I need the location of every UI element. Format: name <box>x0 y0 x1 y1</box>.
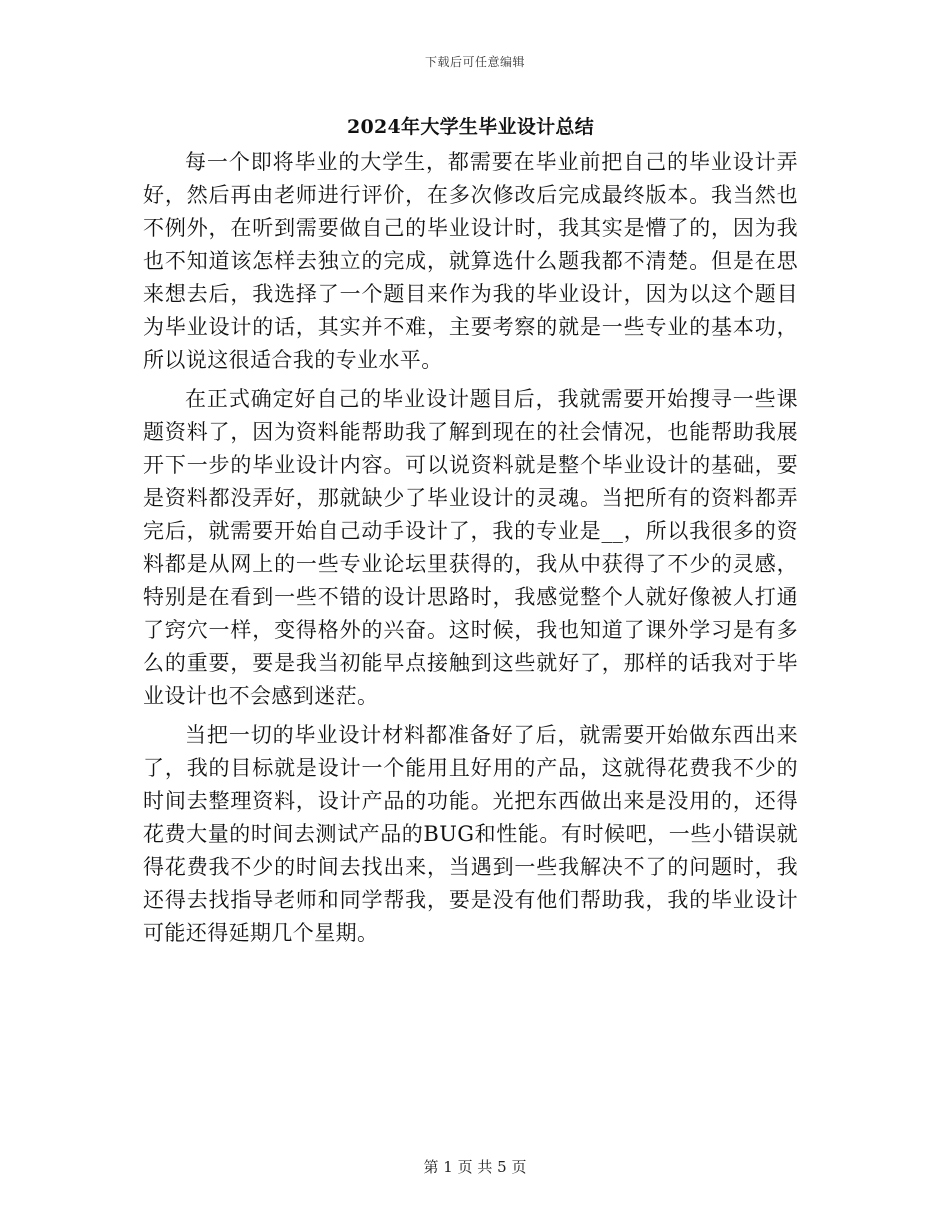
paragraph-1: 每一个即将毕业的大学生，都需要在毕业前把自己的毕业设计弄好，然后再由老师进行评价，在多次修改后完成最终版本。我当然也不例外，在听到需要做自己的毕业设计时，我其实是懵了的，因为我也不知道该怎样去独立的完成，就算选什么题我都不清楚。但是在思来想去后，我选择了一个题目来作为我的毕业设计，因为以这个题目为毕业设计的话，其实并不难，主要考察的就是一些专业的基本功，所以说这很适合我的专业水平。 <box>143 150 798 372</box>
paragraph-2: 在正式确定好自己的毕业设计题目后，我就需要开始搜寻一些课题资料了，因为资料能帮助我了解到现在的社会情况，也能帮助我展开下一步的毕业设计内容。可以说资料就是整个毕业设计的基础，要是资料都没弄好，那就缺少了毕业设计的灵魂。当把所有的资料都弄完后，就需要开始自己动手设计了，我的专业是__，所以我很多的资料都是从网上的一些专业论坛里获得的，我从中获得了不少的灵感，特别是在看到一些不错的设计思路时，我感觉整个人就好像被人打通了窍穴一样，变得格外的兴奋。这时候，我也知道了课外学习是有多么的重要，要是我当初能早点接触到这些就好了，那样的话我对于毕业设计也不会感到迷茫。 <box>143 387 798 708</box>
page-header-note: 下载后可任意编辑 <box>424 55 525 69</box>
document-title: 2024年大学生毕业设计总结 <box>346 116 595 138</box>
document-body <box>143 110 798 956</box>
page-number: 第 1 页 共 5 页 <box>423 1158 527 1176</box>
paragraph-3: 当把一切的毕业设计材料都准备好了后，就需要开始做东西出来了，我的目标就是设计一个能用且好用的产品，这就得花费我不少的时间去整理资料，设计产品的功能。光把东西做出来是没用的，还得花费大量的时间去测试产品的BUG和性能。有时候吧，一些小错误就得花费我不少的时间去找出来，当遇到一些我解决不了的问题时，我还得去找指导老师和同学帮我，要是没有他们帮助我，我的毕业设计可能还得延期几个星期。 <box>143 723 798 945</box>
